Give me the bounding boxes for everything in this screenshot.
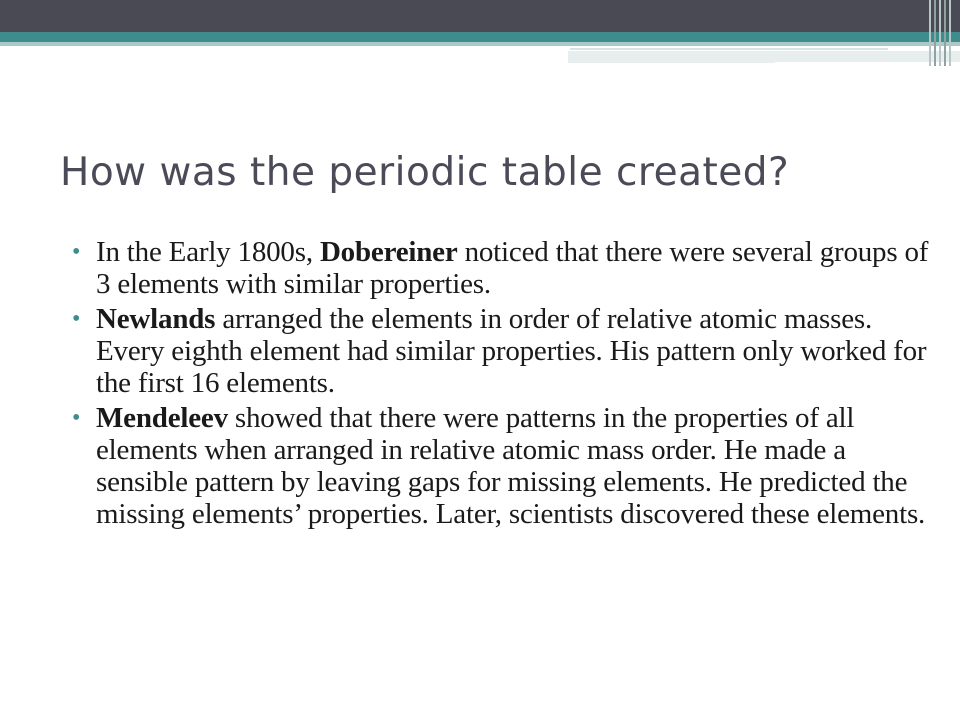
bullet-item-mendeleev	[70, 402, 930, 530]
header-notch	[775, 62, 960, 66]
header-dark-stripe	[0, 0, 960, 32]
bullet-text-rest: arranged the elements in order of relative atomic masses. Every eighth element had similar properties. His pattern only worked for the first 16 elements.	[96, 303, 927, 399]
bullet-list	[70, 236, 930, 533]
bullet-bold-name: Newlands	[96, 303, 216, 335]
header-accent-line	[570, 48, 888, 50]
bullet-item-newlands	[70, 303, 930, 399]
header-vertical-line	[934, 0, 936, 66]
header-vertical-line	[929, 0, 931, 66]
bullet-icon: •	[72, 306, 81, 332]
bullet-text-rest: showed that there were patterns in the properties of all elements when arranged in relative atomic mass order. He made a sensible pattern by leaving gaps for missing elements. He predicted the missing elements’ properties. Later, scientists discovered these elements.	[96, 402, 926, 530]
bullet-text-lead: In the Early 1800s,	[96, 236, 320, 268]
bullet-icon: •	[72, 405, 81, 431]
header-light-stripe	[0, 42, 960, 46]
bullet-bold-name: Dobereiner	[319, 236, 458, 268]
header-vertical-line	[944, 0, 946, 66]
header-vertical-line	[939, 0, 941, 66]
bullet-icon: •	[72, 239, 81, 265]
slide-title: How was the periodic table created?	[60, 150, 790, 195]
header-vertical-line	[949, 0, 951, 66]
bullet-text-rest: noticed that there were several groups of 3 elements with similar properties.	[96, 236, 929, 300]
bullet-bold-name: Mendeleev	[96, 402, 228, 434]
header-teal-stripe	[0, 32, 960, 42]
bullet-item-dobereiner	[70, 236, 930, 300]
